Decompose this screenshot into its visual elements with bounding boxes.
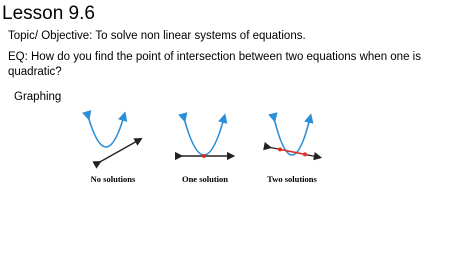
caption-two-solutions: Two solutions [267, 174, 317, 184]
figure-one-solution [170, 110, 240, 174]
caption-one-solution: One solution [181, 174, 229, 184]
parabola [184, 118, 224, 155]
parabola [88, 116, 124, 147]
segment-between-points [280, 149, 305, 154]
essential-question: EQ: How do you find the point of intersection between two equations when one is quadratic? [8, 51, 421, 78]
figure-no-solutions [82, 110, 152, 174]
caption-no-solutions: No solutions [90, 174, 136, 184]
no-solutions-graph [82, 110, 152, 174]
method-label: Graphing [14, 91, 62, 103]
line [98, 140, 139, 163]
intersection-point-right [303, 152, 307, 156]
objective-text: Topic/ Objective: To solve non linear systems of equations. [8, 30, 306, 42]
lesson-title: Lesson 9.6 [2, 3, 95, 24]
intersection-point-left [278, 147, 282, 151]
intersection-point [202, 154, 206, 158]
figure-two-solutions [258, 110, 328, 174]
one-solution-graph [170, 110, 240, 174]
two-solutions-graph [258, 110, 328, 174]
